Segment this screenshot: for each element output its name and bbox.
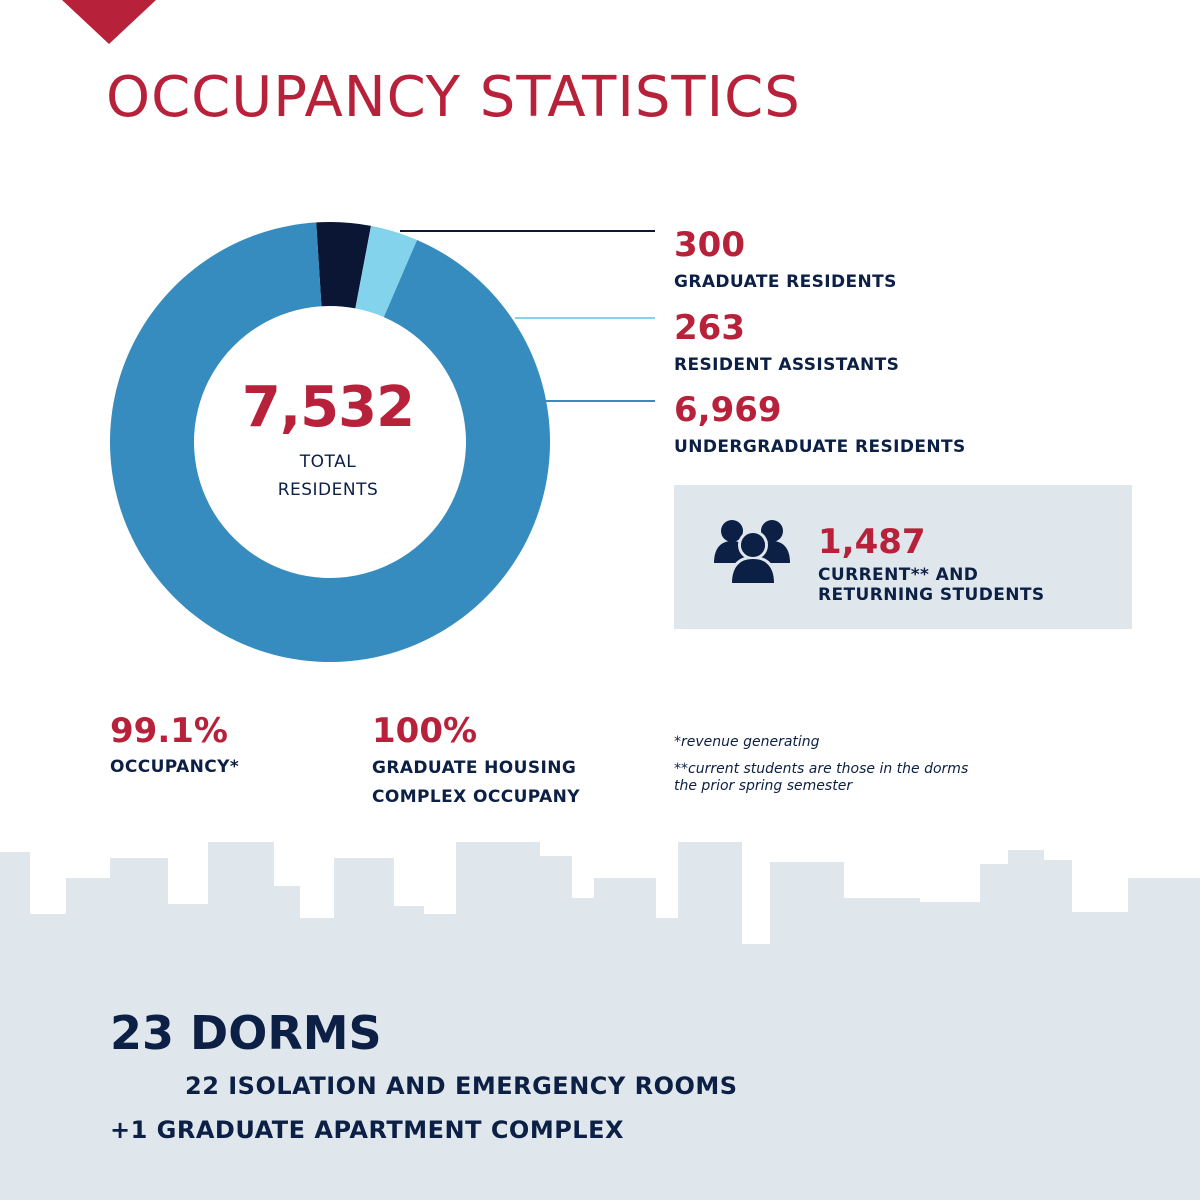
people-group-icon xyxy=(714,517,792,585)
returning-students-label-line2: RETURNING STUDENTS xyxy=(818,585,1045,605)
grad-housing-label-line2: COMPLEX OCCUPANY xyxy=(372,787,580,807)
returning-students-label xyxy=(818,565,1044,605)
occupancy-stat xyxy=(110,711,240,778)
occupancy-value: 99.1% xyxy=(110,711,228,751)
resident-assistants-label: RESIDENT ASSISTANTS xyxy=(674,355,900,375)
footnote-current-line2: the prior spring semester xyxy=(674,778,853,794)
occupancy-label: OCCUPANCY* xyxy=(110,757,240,777)
stat-resident-assistants xyxy=(674,308,900,375)
returning-students-panel xyxy=(674,485,1132,629)
dorms-title: 23 DORMS xyxy=(110,1006,382,1060)
undergraduate-residents-value: 6,969 xyxy=(674,390,782,430)
graduate-residents-label: GRADUATE RESIDENTS xyxy=(674,272,897,292)
grad-housing-stat xyxy=(372,711,580,812)
stat-graduate-residents xyxy=(674,225,897,292)
stat-undergraduate-residents xyxy=(674,390,966,457)
footnote-revenue: *revenue generating xyxy=(674,734,820,750)
footnote-current-line1: **current students are those in the dorms xyxy=(674,761,969,777)
page-title: OCCUPANCY STATISTICS xyxy=(106,65,801,130)
grad-housing-label-line1: GRADUATE HOUSING xyxy=(372,758,577,778)
total-residents-value: 7,532 xyxy=(241,375,415,440)
total-label-line2: RESIDENTS xyxy=(277,480,379,500)
resident-assistants-value: 263 xyxy=(674,308,745,348)
total-label-line1: TOTAL xyxy=(299,452,357,472)
returning-students-value: 1,487 xyxy=(818,522,926,562)
graduate-residents-value: 300 xyxy=(674,225,745,265)
returning-students-label-line1: CURRENT** AND xyxy=(818,565,979,585)
grad-housing-label xyxy=(372,754,580,812)
grad-housing-value: 100% xyxy=(372,711,478,751)
footnotes xyxy=(674,734,994,795)
undergraduate-residents-label: UNDERGRADUATE RESIDENTS xyxy=(674,437,966,457)
dorms-isolation-rooms: 22 ISOLATION AND EMERGENCY ROOMS xyxy=(185,1072,738,1100)
dorms-graduate-complex: +1 GRADUATE APARTMENT COMPLEX xyxy=(110,1116,624,1144)
